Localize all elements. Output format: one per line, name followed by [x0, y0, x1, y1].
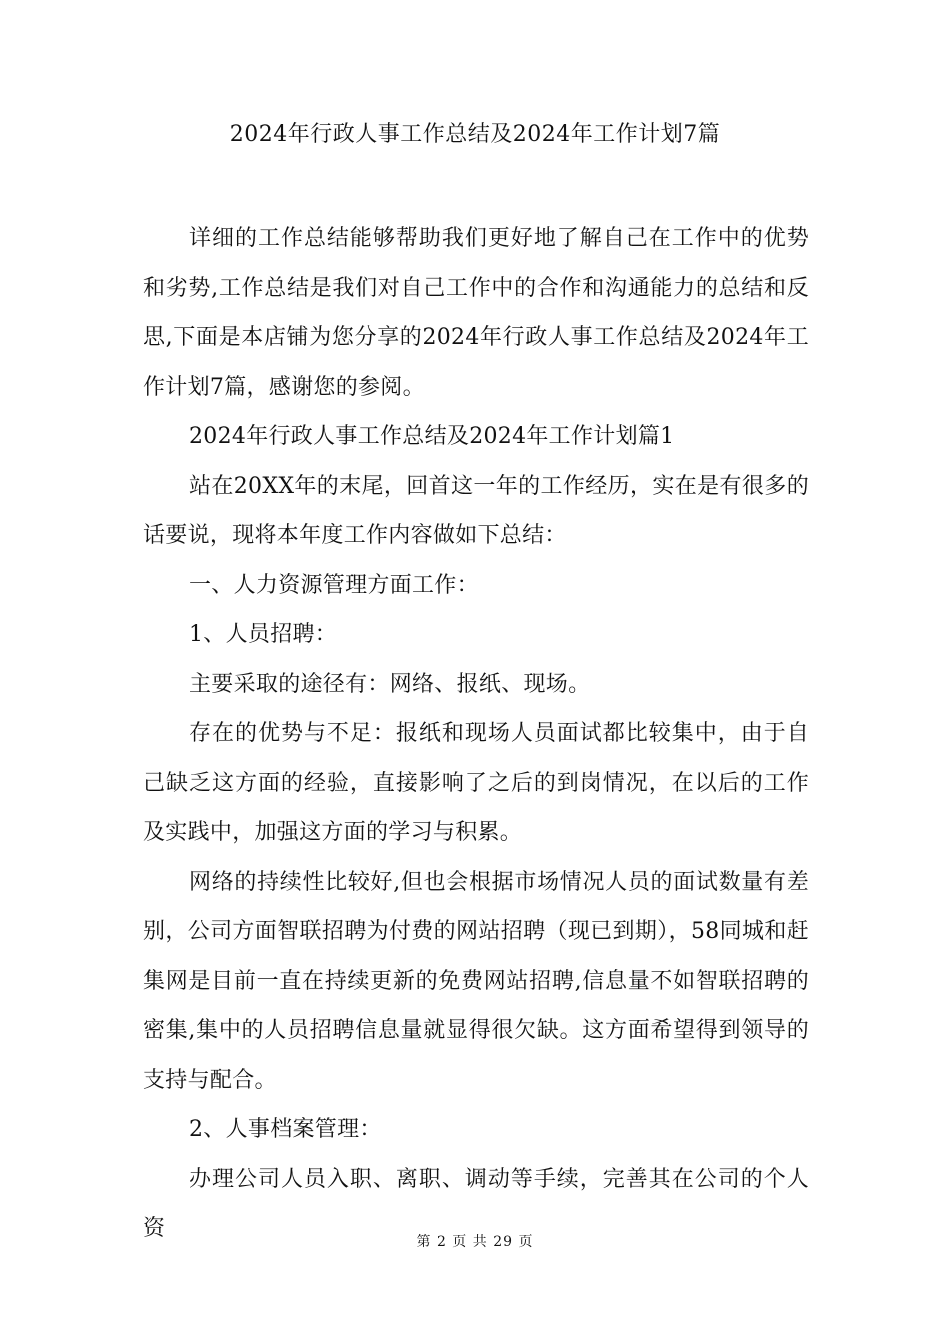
body-paragraph: 主要采取的途径有：网络、报纸、现场。 [189, 671, 591, 697]
item-heading: 1、人员招聘： [189, 622, 338, 647]
document-title: 2024年行政人事工作总结及2024年工作计划7篇 [229, 122, 721, 147]
item-heading: 2、人事档案管理： [189, 1117, 382, 1142]
page-footer: 第 2 页 共 29 页 [416, 1234, 534, 1250]
body-paragraph: 存在的优势与不足：报纸和现场人员面试都比较集中，由于自己缺乏这方面的经验，直接影响了之后的到岗情况，在以后的工作及实践中，加强这方面的学习与积累。 [143, 721, 809, 845]
section-heading: 2024年行政人事工作总结及2024年工作计划篇1 [189, 424, 675, 449]
body-paragraph: 站在20XX年的末尾，回首这一年的工作经历，实在是有很多的话要说，现将本年度工作内容做如下总结： [143, 473, 809, 548]
body-paragraph: 网络的持续性比较好,但也会根据市场情况人员的面试数量有差别，公司方面智联招聘为付费的网站招聘（现已到期），58同城和赶集网是目前一直在持续更新的免费网站招聘,信息量不如智联招聘的密集,集中的人员招聘信息量就显得很欠缺。这方面希望得到领导的支持与配合。 [143, 869, 809, 1093]
intro-paragraph: 详细的工作总结能够帮助我们更好地了解自己在工作中的优势和劣势,工作总结是我们对自己工作中的合作和沟通能力的总结和反思,下面是本店铺为您分享的2024年行政人事工作总结及2024年工作计划7篇，感谢您的参阅。 [143, 226, 809, 400]
document-body [143, 214, 809, 1254]
subsection-heading: 一、人力资源管理方面工作： [189, 572, 479, 598]
body-paragraph: 办理公司人员入职、离职、调动等手续，完善其在公司的个人资 [143, 1166, 809, 1241]
